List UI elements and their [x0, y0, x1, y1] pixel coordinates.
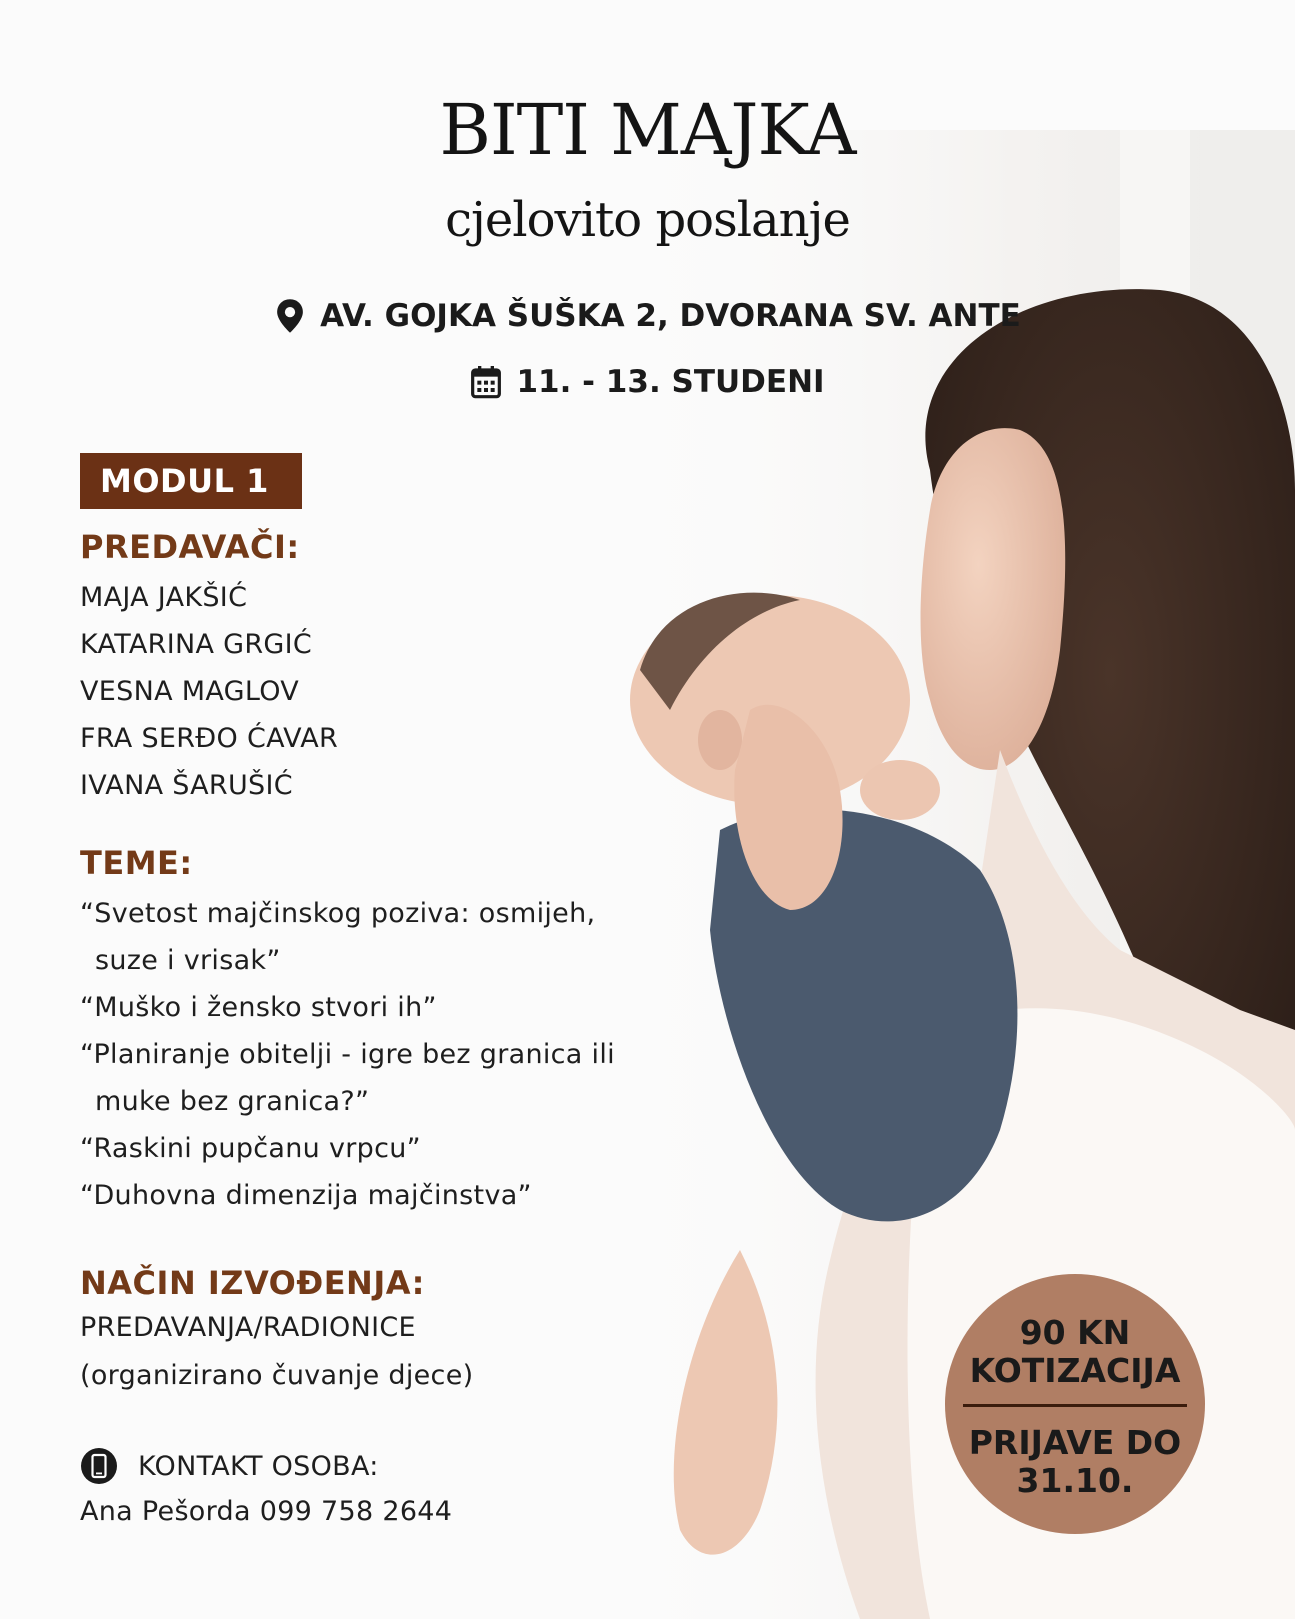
- calendar-icon: [470, 364, 502, 400]
- date-text: 11. - 13. STUDENI: [516, 364, 825, 400]
- price-amount: 90 KN: [1019, 1313, 1131, 1352]
- theme-line: “Muško i žensko stvori ih”: [80, 992, 437, 1023]
- price-bottom: [945, 1424, 1205, 1500]
- themes-list: [80, 890, 615, 1219]
- speaker-name: KATARINA GRGIĆ: [80, 629, 313, 660]
- speaker-name: IVANA ŠARUŠIĆ: [80, 770, 293, 801]
- price-top: [945, 1314, 1205, 1390]
- theme-line: “Raskini pupčanu vrpcu”: [80, 1133, 421, 1164]
- theme-line: “Duhovna dimenzija majčinstva”: [80, 1180, 532, 1211]
- price-label: KOTIZACIJA: [969, 1351, 1181, 1390]
- speaker-name: VESNA MAGLOV: [80, 676, 300, 707]
- price-divider: [963, 1404, 1187, 1407]
- event-subtitle: cjelovito poslanje: [445, 192, 850, 248]
- map-pin-icon: [274, 298, 306, 334]
- phone-icon: [80, 1447, 118, 1485]
- deadline-label: PRIJAVE DO: [968, 1423, 1182, 1462]
- speaker-name: FRA SERĐO ĆAVAR: [80, 723, 339, 754]
- theme-line: “Svetost majčinskog poziva: osmijeh,: [80, 898, 596, 929]
- speakers-heading: PREDAVAČI:: [80, 528, 300, 566]
- themes-heading: TEME:: [80, 844, 193, 882]
- deadline-date: 31.10.: [1016, 1461, 1134, 1500]
- date-line: [0, 362, 1295, 402]
- event-title: BITI MAJKA: [439, 89, 856, 171]
- contact-row: [80, 1446, 379, 1486]
- price-badge: [945, 1274, 1205, 1534]
- location-text: AV. GOJKA ŠUŠKA 2, DVORANA SV. ANTE: [320, 298, 1021, 334]
- theme-line: muke bez granica?”: [95, 1086, 370, 1117]
- contact-person: Ana Pešorda 099 758 2644: [80, 1496, 453, 1527]
- contact-label: KONTAKT OSOBA:: [138, 1450, 379, 1482]
- method-heading: NAČIN IZVOĐENJA:: [80, 1264, 425, 1302]
- method-format: PREDAVANJA/RADIONICE: [80, 1312, 416, 1343]
- theme-line: suze i vrisak”: [95, 945, 281, 976]
- theme-line: “Planiranje obitelji - igre bez granica ili: [80, 1039, 615, 1070]
- location-line: [0, 296, 1295, 336]
- module-badge: MODUL 1: [80, 453, 302, 509]
- speakers-list: [80, 574, 338, 809]
- speaker-name: MAJA JAKŠIĆ: [80, 582, 248, 613]
- method-note: (organizirano čuvanje djece): [80, 1360, 474, 1391]
